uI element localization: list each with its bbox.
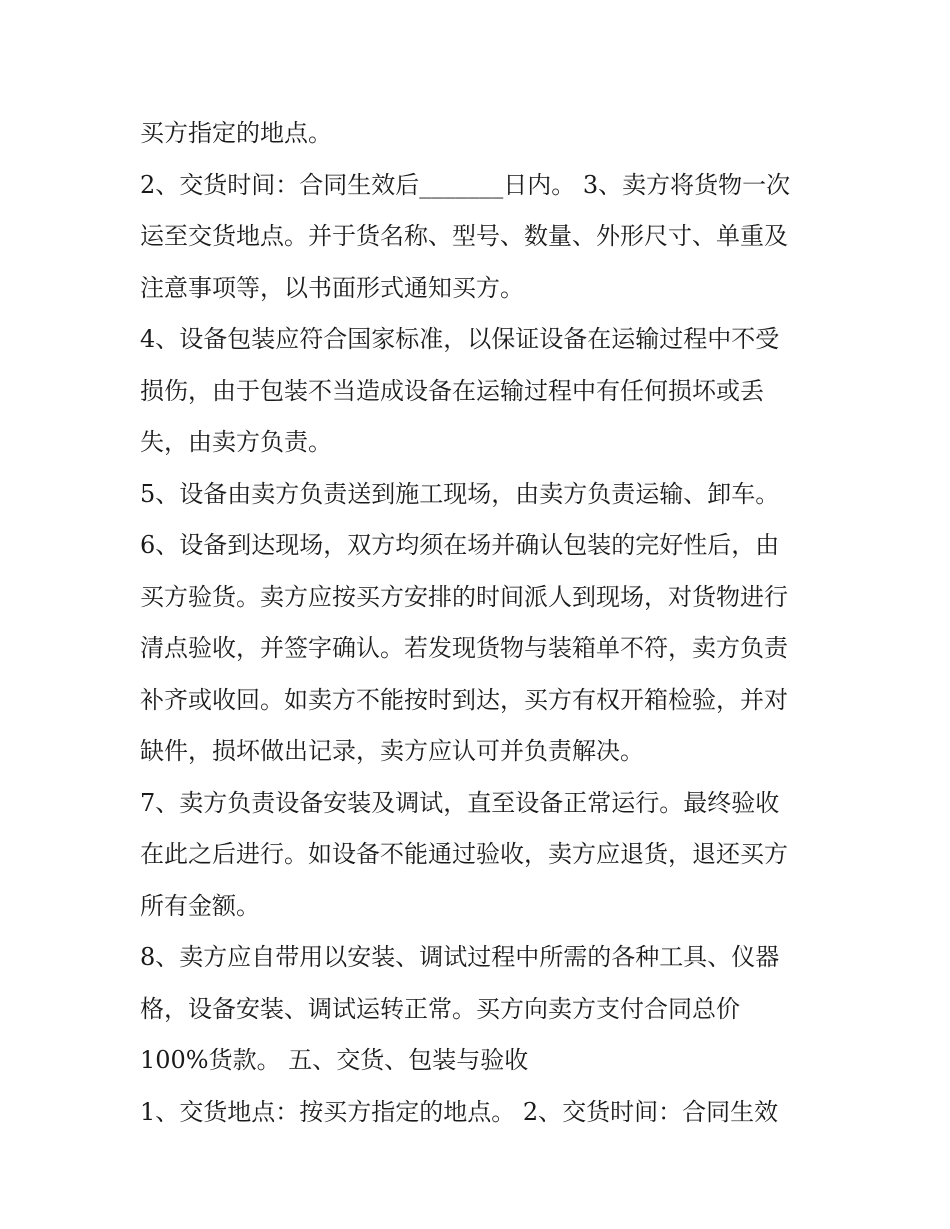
text-line: 缺件，损坏做出记录，卖方应认可并负责解决。	[140, 737, 644, 765]
text-line: 在此之后进行。如设备不能通过验收，卖方应退货，退还买方	[140, 840, 788, 868]
text-line: 注意事项等，以书面形式通知买方。	[140, 273, 524, 302]
text-line: 2、交货时间：合同生效后_______日内。 3、卖方将货物一次	[140, 170, 791, 199]
text-line: 买方指定的地点。	[140, 119, 332, 147]
text-line: 买方验货。卖方应按买方安排的时间派人到现场，对货物进行	[140, 582, 788, 611]
text-line: 运至交货地点。并于货名称、型号、数量、外形尺寸、单重及	[140, 222, 788, 250]
text-line: 损伤，由于包装不当造成设备在运输过程中有任何损坏或丢	[140, 376, 764, 405]
text-line: 8、卖方应自带用以安装、调试过程中所需的各种工具、仪器	[140, 943, 780, 971]
text-line: 100%货款。 五、交货、包装与验收	[140, 1046, 529, 1074]
document-body	[140, 108, 830, 1138]
text-line: 5、设备由卖方负责送到施工现场，由卖方负责运输、卸车。	[140, 479, 780, 508]
text-line: 1、交货地点：按买方指定的地点。 2、交货时间：合同生效	[140, 1097, 779, 1126]
text-line: 补齐或收回。如卖方不能按时到达，买方有权开箱检验，并对	[140, 685, 788, 714]
text-line: 格，设备安装、调试运转正常。买方向卖方支付合同总价	[140, 994, 740, 1023]
text-line: 6、设备到达现场，双方均须在场并确认包装的完好性后，由	[140, 531, 780, 559]
text-line: 失，由卖方负责。	[140, 428, 332, 456]
text-line: 所有金额。	[140, 891, 260, 920]
text-line: 7、卖方负责设备安装及调试，直至设备正常运行。最终验收	[140, 788, 780, 817]
text-line: 4、设备包装应符合国家标准，以保证设备在运输过程中不受	[140, 325, 780, 353]
text-line: 清点验收，并签字确认。若发现货物与装箱单不符，卖方负责	[140, 634, 788, 662]
